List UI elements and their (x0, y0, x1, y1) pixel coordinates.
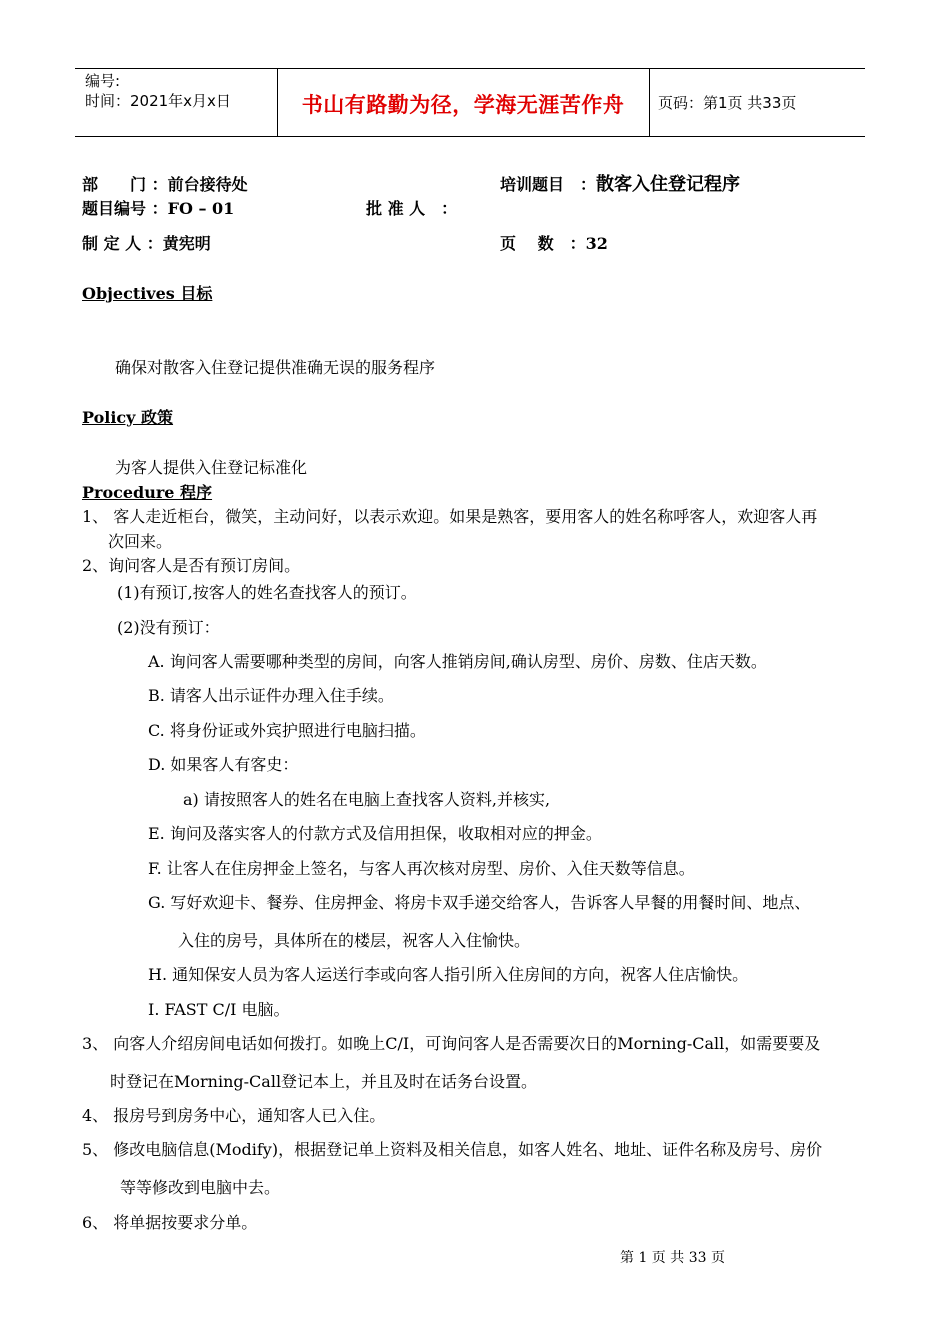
procedure-subitem: a) 请按照客人的姓名在电脑上查找客人资料,并核实, (183, 790, 551, 809)
procedure-step-continuation: 次回来。 (108, 532, 173, 551)
procedure-item: H. 通知保安人员为客人运送行李或向客人指引所入住房间的方向，祝客人住店愉快。 (148, 965, 749, 984)
procedure-step: 4、 报房号到房务中心，通知客人已入住。 (82, 1106, 386, 1125)
procedure-item: E. 询问及落实客人的付款方式及信用担保，收取相对应的押金。 (148, 824, 602, 843)
author-value: 黄宪明 (162, 234, 211, 253)
department-label: 部 门 ： (82, 175, 168, 194)
procedure-item: A. 询问客人需要哪种类型的房间，向客人推销房间,确认房型、房价、房数、住店天数。 (148, 652, 767, 671)
objectives-title: Objectives 目标 (82, 284, 213, 303)
time-label: 时间：2021年x月x日 (85, 92, 231, 110)
number-label: 编号: (85, 72, 121, 90)
procedure-title: Procedure 程序 (82, 483, 213, 502)
approver-field (366, 196, 457, 219)
pages-value: 32 (585, 234, 608, 253)
procedure-step-continuation: 等等修改到电脑中去。 (120, 1178, 281, 1197)
procedure-step: 5、 修改电脑信息(Modify)，根据登记单上资料及相关信息，如客人姓名、地址、证件名称及房号、房价 (82, 1140, 823, 1159)
topic-no-value: FO – 01 (167, 199, 235, 218)
policy-title: Policy 政策 (82, 408, 174, 427)
procedure-step: 2、询问客人是否有预订房间。 (82, 556, 301, 575)
header-divider (649, 69, 650, 136)
pages-label: 页 数 ： (500, 234, 586, 253)
header-page-info: 页码：第1页 共33页 (658, 94, 797, 112)
procedure-step: 6、 将单据按要求分单。 (82, 1213, 258, 1232)
topic-value: 散客入住登记程序 (596, 174, 741, 195)
author-label: 制 定 人 ： (82, 234, 163, 253)
procedure-step: 3、 向客人介绍房间电话如何拨打。如晚上C/I，可询问客人是否需要次日的Morning-Call，如需要要及 (82, 1034, 821, 1053)
header-meta (85, 71, 231, 111)
procedure-item: G. 写好欢迎卡、餐券、住房押金、将房卡双手递交给客人，告诉客人早餐的用餐时间、地点、 (148, 893, 811, 912)
topic-no-field (82, 196, 234, 219)
procedure-substep: (1)有预订,按客人的姓名查找客人的预订。 (117, 583, 417, 602)
procedure-item: C. 将身份证或外宾护照进行电脑扫描。 (148, 721, 426, 740)
policy-text: 为客人提供入住登记标准化 (115, 458, 308, 477)
topic-field (500, 170, 740, 196)
topic-no-label: 题目编号 ： (82, 199, 168, 218)
page-footer: 第 1 页 共 33 页 (620, 1250, 725, 1266)
header-motto: 书山有路勤为径，学海无涯苦作舟 (301, 93, 625, 117)
pages-field (500, 231, 608, 254)
topic-label: 培训题目 ： (500, 175, 597, 194)
department-field (82, 172, 248, 195)
objectives-text: 确保对散客入住登记提供准确无误的服务程序 (115, 358, 436, 377)
procedure-item-continuation: 入住的房号，具体所在的楼层，祝客人入住愉快。 (178, 931, 531, 950)
department-value: 前台接待处 (167, 175, 248, 194)
procedure-item: B. 请客人出示证件办理入住手续。 (148, 686, 394, 705)
procedure-item: I. FAST C/I 电脑。 (148, 1000, 290, 1019)
procedure-item: F. 让客人在住房押金上签名，与客人再次核对房型、房价、入住天数等信息。 (148, 859, 695, 878)
approver-label: 批 准 人 ： (366, 199, 458, 218)
document-header (75, 68, 865, 137)
procedure-item: D. 如果客人有客史： (148, 755, 299, 774)
procedure-step-continuation: 时登记在Morning-Call登记本上，并且及时在话务台设置。 (110, 1072, 538, 1091)
procedure-step: 1、 客人走近柜台，微笑，主动问好，以表示欢迎。如果是熟客，要用客人的姓名称呼客人，欢迎客人再 (82, 507, 818, 526)
author-field (82, 231, 211, 254)
procedure-substep: (2)没有预订： (117, 618, 220, 637)
